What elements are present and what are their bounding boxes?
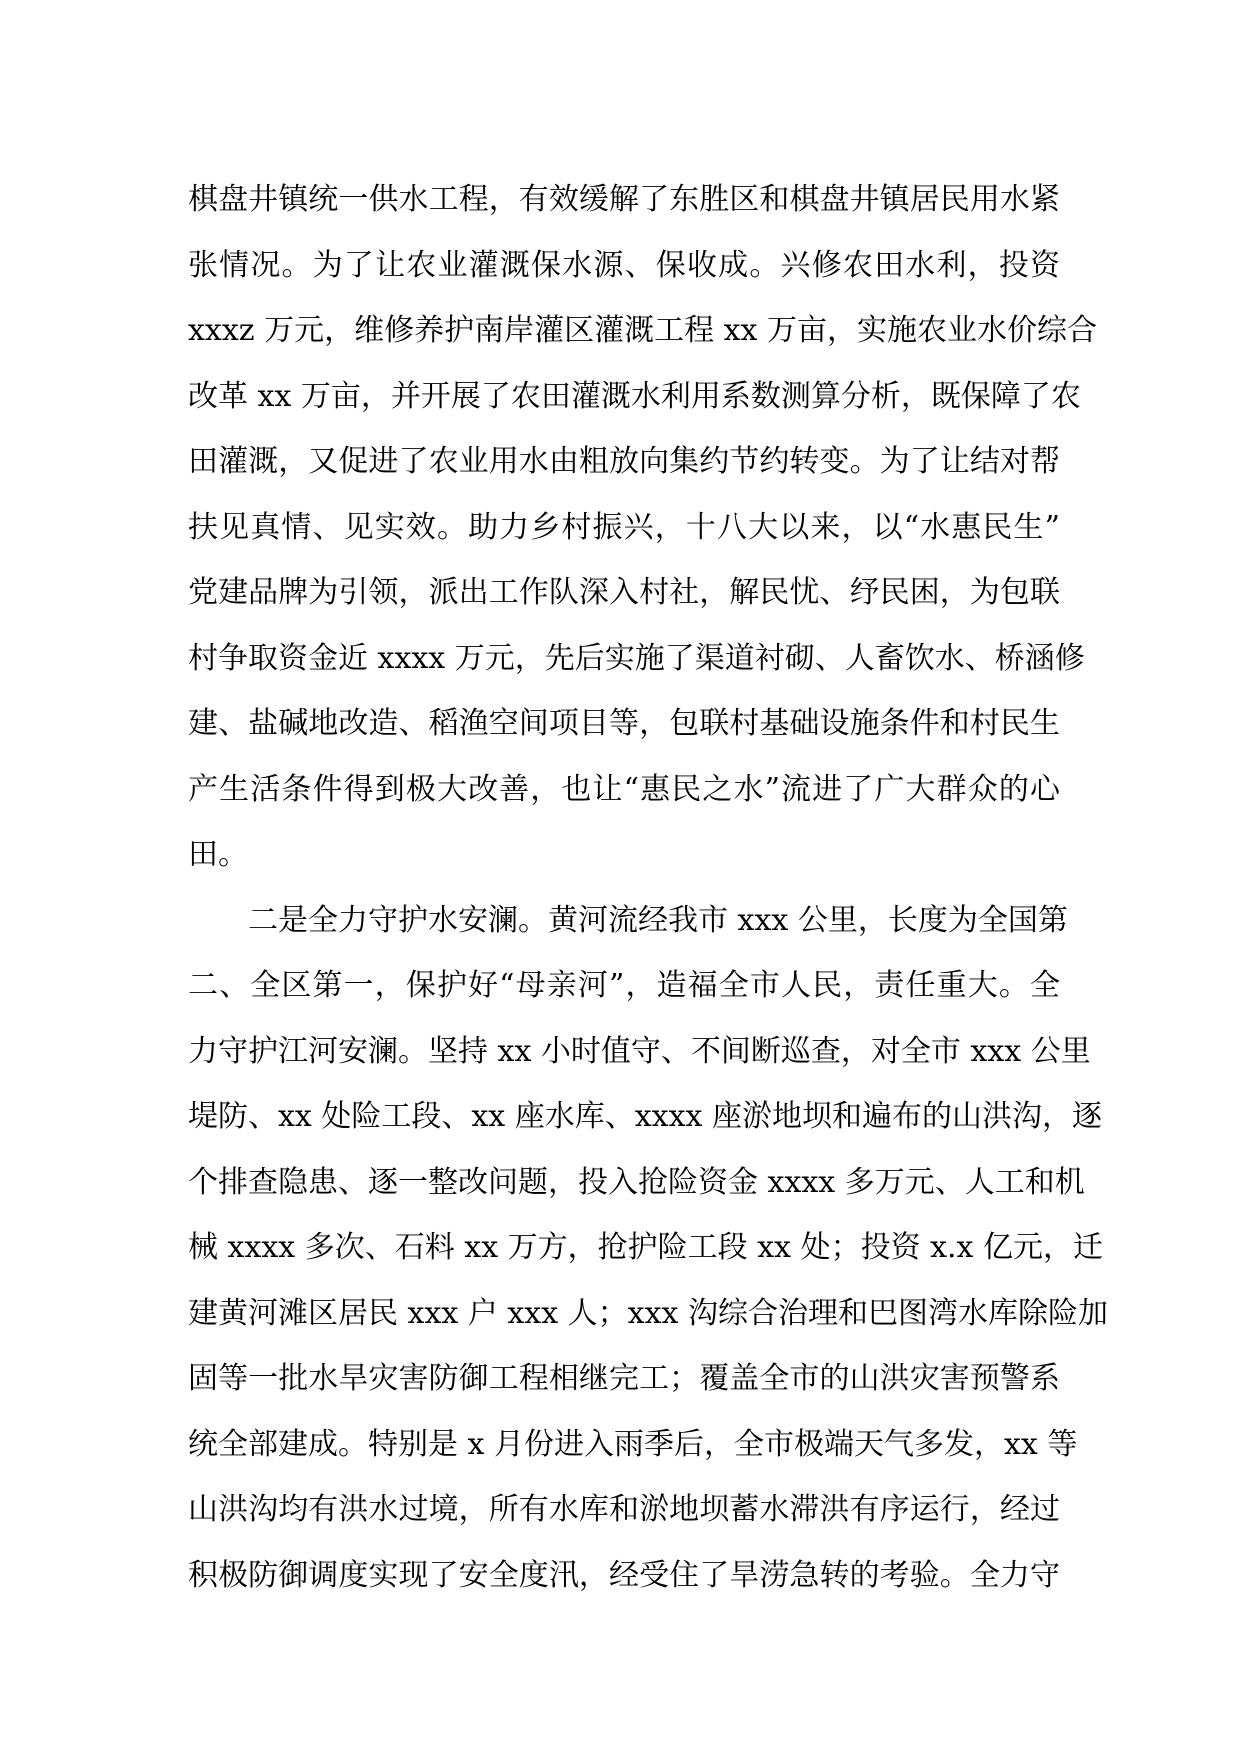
text-line: xxxz 万元，维修养护南岸灌区灌溉工程 xx 万亩，实施农业水价综合 <box>188 313 1098 348</box>
text-line: 二、全区第一，保护好“母亲河”，造福全市人民，责任重大。全 <box>188 968 1060 1003</box>
text-line: 扶见真情、见实效。助力乡村振兴，十八大以来，以“水惠民生” <box>188 509 1060 545</box>
text-line: 建黄河滩区居民 xxx 户 xxx 人；xxx 沟综合治理和巴图湾水库除险加 <box>188 1295 1108 1331</box>
text-line: 建、盐碱地改造、稻渔空间项目等，包联村基础设施条件和村民生 <box>188 706 1060 741</box>
paragraph-first-line: 二是全力守护水安澜。黄河流经我市 xxx 公里，长度为全国第 <box>248 902 1068 938</box>
text-line: 党建品牌为引领，派出工作队深入村社，解民忧、纾民困，为包联 <box>188 575 1060 610</box>
text-line: 田灌溉，又促进了农业用水由粗放向集约节约转变。为了让结对帮 <box>188 444 1060 479</box>
text-line: 堤防、xx 处险工段、xx 座水库、xxxx 座淤地坝和遍布的山洪沟，逐 <box>188 1099 1102 1134</box>
document-body <box>188 167 1108 1608</box>
text-line: 产生活条件得到极大改善，也让“惠民之水”流进了广大群众的心 <box>188 771 1060 807</box>
text-line: 力守护江河安澜。坚持 xx 小时值守、不间断巡查，对全市 xxx 公里 <box>188 1033 1091 1069</box>
text-line: 积极防御调度实现了安全度汛，经受住了旱涝急转的考验。全力守 <box>188 1557 1060 1593</box>
text-line: 张情况。为了让农业灌溉保水源、保收成。兴修农田水利，投资 <box>188 247 1060 283</box>
text-line: 村争取资金近 xxxx 万元，先后实施了渠道衬砌、人畜饮水、桥涵修 <box>188 640 1085 676</box>
text-line: 棋盘井镇统一供水工程，有效缓解了东胜区和棋盘井镇居民用水紧 <box>188 182 1060 217</box>
text-line: 械 xxxx 多次、石料 xx 万方，抢护险工段 xx 处；投资 x.x 亿元，迁 <box>188 1230 1104 1265</box>
text-line: 固等一批水旱灾害防御工程相继完工；覆盖全市的山洪灾害预警系 <box>188 1361 1060 1396</box>
text-line: 个排查隐患、逐一整改问题，投入抢险资金 xxxx 多万元、人工和机 <box>188 1164 1085 1200</box>
text-line: 田。 <box>188 837 248 872</box>
text-line: 改革 xx 万亩，并开展了农田灌溉水利用系数测算分析，既保障了农 <box>188 378 1081 414</box>
text-line: 统全部建成。特别是 x 月份进入雨季后，全市极端天气多发，xx 等 <box>188 1426 1078 1462</box>
text-line: 山洪沟均有洪水过境，所有水库和淤地坝蓄水滞洪有序运行，经过 <box>188 1492 1060 1527</box>
